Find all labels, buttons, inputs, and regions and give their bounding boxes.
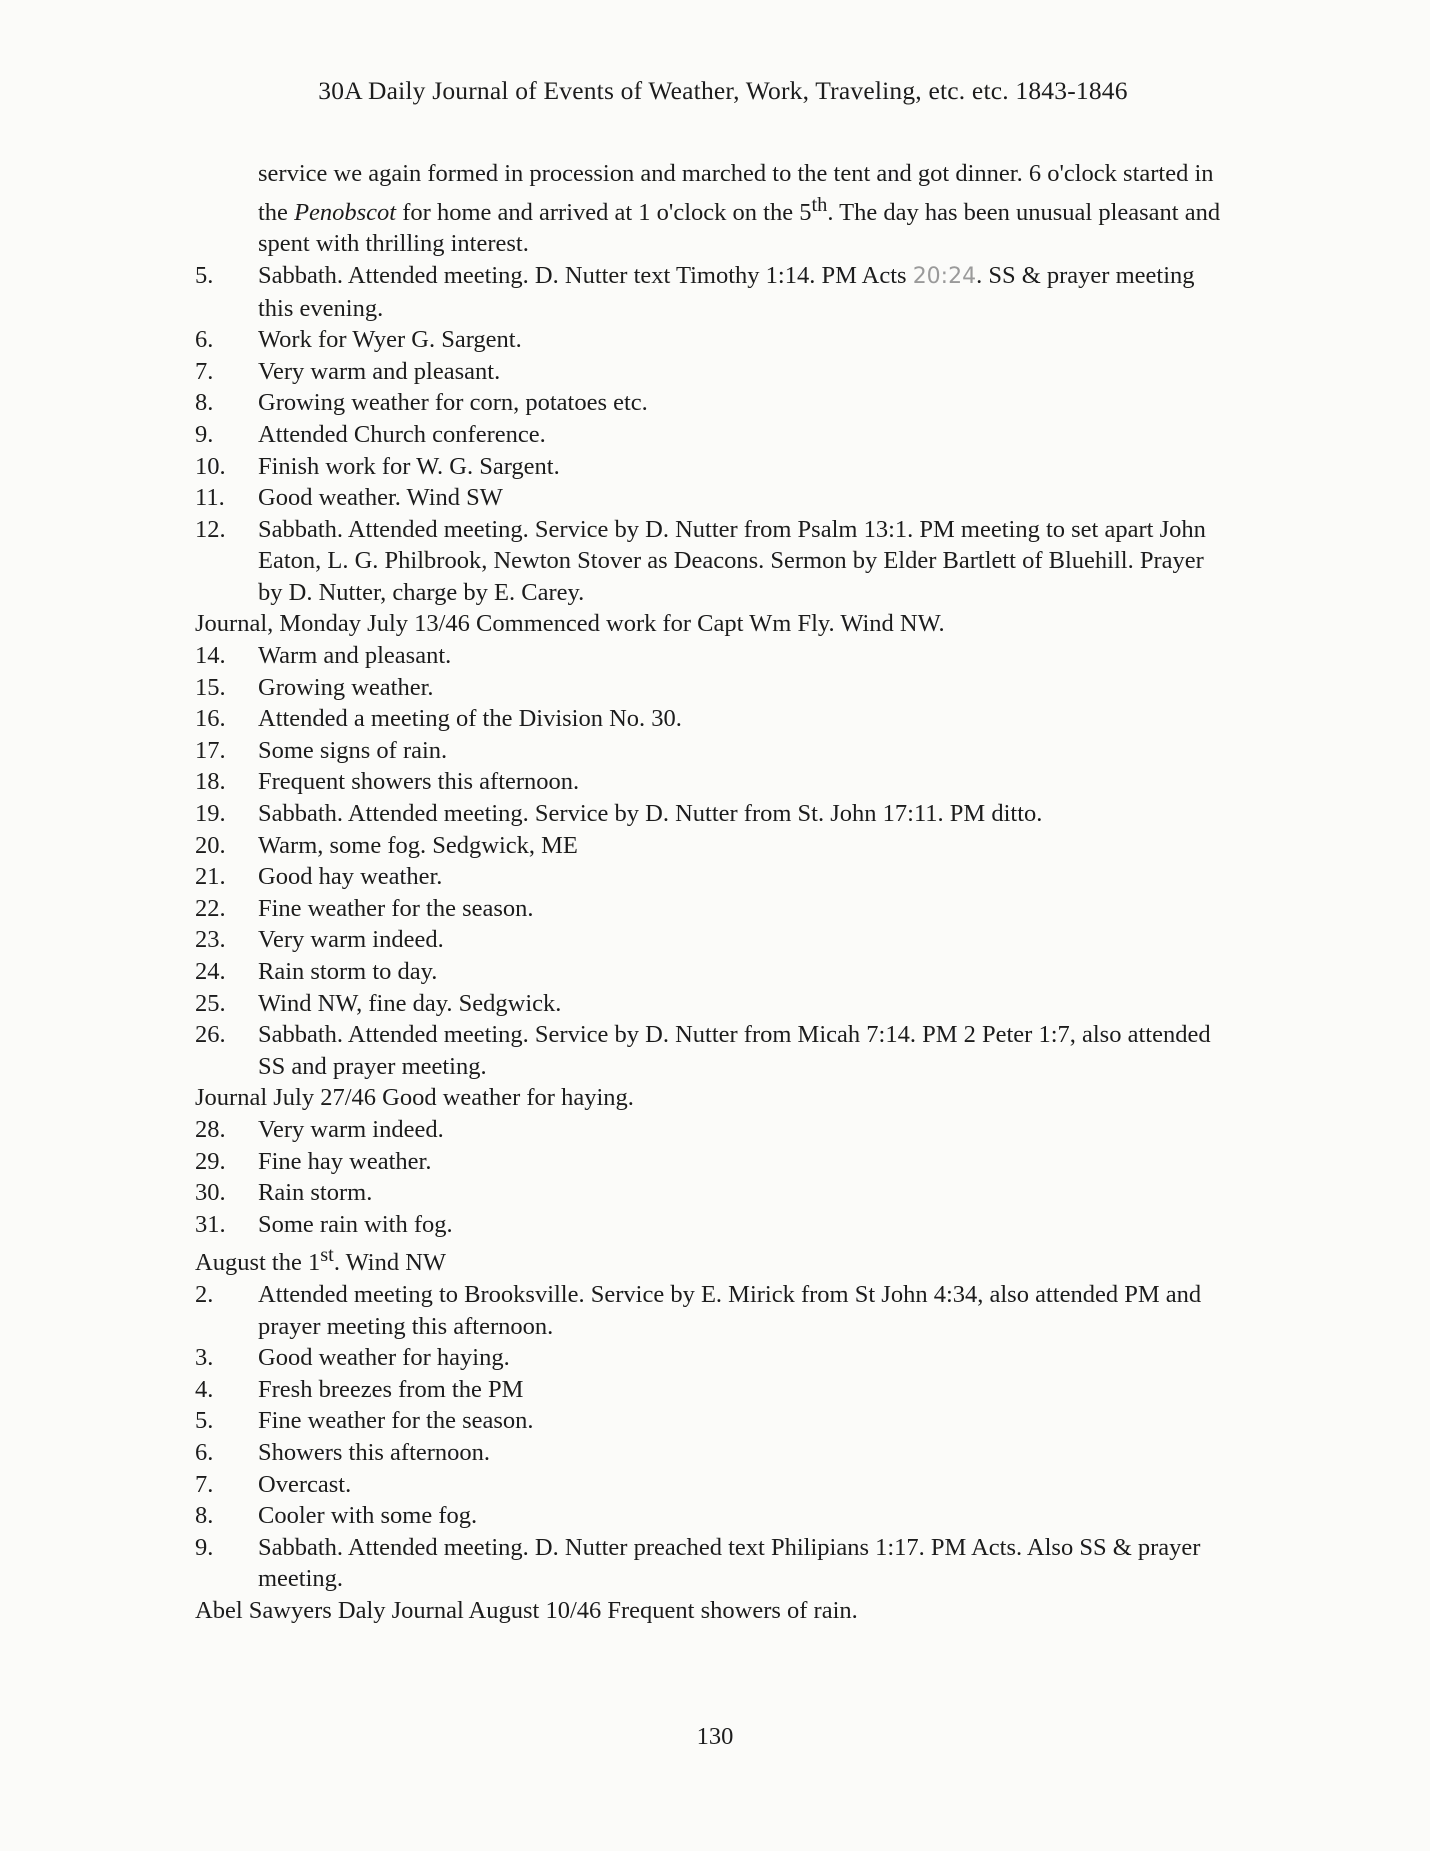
journal-heading-july-27: Journal July 27/46 Good weather for haying. — [195, 1084, 634, 1112]
journal-entry — [195, 1342, 1225, 1374]
entry5-after: . SS & prayer meeting this evening. — [258, 261, 1195, 322]
entry-text: Warm and pleasant. — [258, 642, 452, 670]
entry-number: 16. — [195, 705, 226, 733]
entry-text: Cooler with some fog. — [258, 1502, 478, 1530]
entry-text: Finish work for W. G. Sargent. — [258, 452, 560, 480]
aug1-after: . Wind NW — [333, 1249, 447, 1277]
journal-entry — [195, 1146, 1225, 1178]
entry-number: 9. — [195, 1533, 214, 1561]
journal-entry — [195, 1500, 1225, 1532]
journal-entry — [195, 324, 1225, 356]
journal-entry — [195, 766, 1225, 798]
journal-entry — [195, 1177, 1225, 1209]
entries-block-3 — [195, 1114, 1225, 1240]
journal-entry — [195, 451, 1225, 483]
journal-entry — [195, 356, 1225, 388]
journal-entry — [195, 672, 1225, 704]
entry-text: Sabbath. Attended meeting. Service by D. Nutter from St. John 17:11. PM ditto. — [258, 800, 1043, 828]
entry-text: Fine hay weather. — [258, 1147, 432, 1175]
entry-number: 11. — [195, 484, 225, 512]
entry-number: 8. — [195, 389, 214, 417]
entry-text: Very warm indeed. — [258, 1115, 444, 1143]
entry-number: 17. — [195, 736, 226, 764]
entry-number: 24. — [195, 958, 226, 985]
aug1-sup: st — [320, 1244, 334, 1267]
entries-block-1 — [195, 324, 1225, 608]
entry-number: 26. — [195, 1021, 226, 1049]
entry-number: 3. — [195, 1344, 214, 1372]
entry-number: 30. — [195, 1179, 226, 1207]
entry-text: Growing weather for corn, potatoes etc. — [258, 389, 648, 417]
journal-heading-july-13: Journal, Monday July 13/46 Commenced work for Capt Wm Fly. Wind NW. — [195, 610, 945, 638]
entry-text: Frequent showers this afternoon. — [258, 768, 580, 796]
entry-text: Some rain with fog. — [258, 1210, 453, 1238]
journal-entry — [195, 1374, 1225, 1406]
journal-entry — [195, 830, 1225, 862]
entry-text: Good weather. Wind SW — [258, 484, 503, 512]
entry-text: Good hay weather. — [258, 863, 443, 891]
lead-paragraph — [195, 158, 1225, 260]
handwritten-annotation: 20:24 — [912, 263, 977, 289]
entry-number: 9. — [195, 420, 214, 448]
entry-number: 14. — [195, 642, 226, 670]
entry-number: 5. — [195, 261, 214, 289]
entry-number: 18. — [195, 768, 226, 796]
entry-number: 21. — [195, 863, 226, 891]
lead-text-2: for home and arrived at 1 o'clock on the 5 — [396, 198, 812, 226]
entry-text: Some signs of rain. — [258, 736, 448, 764]
entry-number: 4. — [195, 1375, 214, 1403]
entry-number: 25. — [195, 989, 226, 1017]
journal-entry — [195, 798, 1225, 830]
entry-number: 5. — [195, 1407, 214, 1435]
lead-text-3: . The day has been unusual pleasant and spent with thrilling interest. — [258, 198, 1221, 258]
journal-entry — [195, 1279, 1225, 1342]
entry-number: 15. — [195, 673, 226, 701]
entry-text: Very warm indeed. — [258, 926, 444, 954]
entry-number: 20. — [195, 831, 226, 859]
entry-text: Rain storm. — [258, 1179, 373, 1207]
entry-number: 31. — [195, 1210, 226, 1238]
journal-heading-august-10: Abel Sawyers Daly Journal August 10/46 Frequent showers of rain. — [195, 1597, 858, 1625]
entry-number: 29. — [195, 1147, 226, 1175]
entry-number: 6. — [195, 326, 214, 354]
entry-number: 10. — [195, 452, 226, 480]
lead-sup: th — [811, 193, 828, 216]
journal-entry — [195, 1114, 1225, 1146]
page-header — [0, 76, 1430, 106]
journal-entry — [195, 1209, 1225, 1241]
entry5-before: Sabbath. Attended meeting. D. Nutter text Timothy 1:14. PM Acts — [258, 261, 913, 289]
entry-number: 23. — [195, 926, 226, 954]
aug1-before: August the 1 — [195, 1249, 321, 1277]
entry-text: Fine weather for the season. — [258, 1407, 534, 1435]
journal-entry — [195, 514, 1225, 609]
entry-text — [258, 260, 1225, 324]
entry-number: 8. — [195, 1502, 214, 1530]
entry-text: Overcast. — [258, 1470, 352, 1498]
journal-entry — [195, 861, 1225, 893]
entry-text: Growing weather. — [258, 673, 434, 701]
entry-text: Very warm and pleasant. — [258, 357, 501, 385]
journal-heading-august-1 — [195, 1240, 1225, 1279]
ship-name: Penobscot — [294, 198, 397, 226]
entry-text: Work for Wyer G. Sargent. — [258, 326, 522, 354]
journal-entry — [195, 387, 1225, 419]
entry-number: 2. — [195, 1281, 214, 1309]
journal-entry — [195, 988, 1225, 1020]
journal-entry — [195, 893, 1225, 925]
entry-text: Wind NW, fine day. Sedgwick. — [258, 989, 562, 1017]
journal-entry — [195, 703, 1225, 735]
entries-block-2 — [195, 640, 1225, 1082]
journal-entry — [195, 419, 1225, 451]
entry-text: Good weather for haying. — [258, 1344, 510, 1372]
entry-number: 6. — [195, 1439, 214, 1467]
journal-entry — [195, 1405, 1225, 1437]
entry-text: Attended meeting to Brooksville. Service by E. Mirick from St John 4:34, also attended PM and prayer meeting this afternoon. — [258, 1281, 1202, 1340]
entry-number: 12. — [195, 515, 226, 543]
entry-number: 22. — [195, 894, 226, 922]
entry-text: Attended a meeting of the Division No. 30. — [258, 705, 682, 733]
journal-entry — [195, 735, 1225, 767]
entry-number: 28. — [195, 1115, 226, 1143]
lead-text-1: service we again formed in procession and marched to the tent and got dinner. 6 o'clock started in the — [258, 160, 1214, 226]
entry-text: Warm, some fog. Sedgwick, ME — [258, 831, 578, 859]
journal-entry — [195, 1469, 1225, 1501]
entry-text: Attended Church conference. — [258, 420, 546, 448]
entry-text: Sabbath. Attended meeting. D. Nutter preached text Philipians 1:17. PM Acts. Also SS & prayer meeting. — [258, 1533, 1201, 1593]
header-title: 30A Daily Journal of Events of Weather, Work, Traveling, etc. etc. — [318, 76, 1009, 105]
journal-entry — [195, 1437, 1225, 1469]
journal-entry — [195, 482, 1225, 514]
entry-text: Fresh breezes from the PM — [258, 1375, 524, 1403]
entries-block-4 — [195, 1279, 1225, 1595]
page-number: 130 — [696, 1723, 734, 1750]
entry-number: 7. — [195, 357, 214, 385]
journal-entry — [195, 1019, 1225, 1082]
entry-text: Sabbath. Attended meeting. Service by D. Nutter from Micah 7:14. PM 2 Peter 1:7, also attended SS and prayer meeting. — [258, 1021, 1211, 1080]
journal-entry — [195, 640, 1225, 672]
entry-text: Fine weather for the season. — [258, 894, 534, 922]
journal-entry — [195, 1532, 1225, 1595]
header-years: 1843-1846 — [1015, 76, 1128, 105]
entry-number: 7. — [195, 1470, 214, 1498]
entry-number: 19. — [195, 800, 226, 828]
entry-text: Rain storm to day. — [258, 958, 438, 985]
journal-entries — [195, 158, 1225, 1627]
journal-entry — [195, 924, 1225, 956]
entry-text: Showers this afternoon. — [258, 1439, 491, 1467]
entry-text: Sabbath. Attended meeting. Service by D. Nutter from Psalm 13:1. PM meeting to set apart John Eaton, L. G. Philbrook, Newton Stover as Deacons. Sermon by Elder Bartlett of Bluehill. Prayer by D. Nutter, charge by E. Carey. — [258, 515, 1206, 606]
entry-5 — [195, 260, 1225, 324]
journal-entry — [195, 956, 1225, 988]
